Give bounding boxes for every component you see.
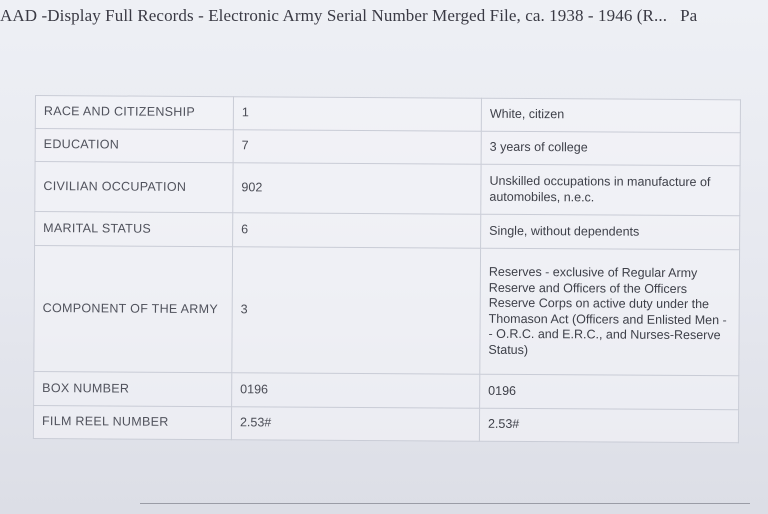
field-meaning: Single, without dependents xyxy=(481,214,740,250)
table-row xyxy=(35,129,740,166)
field-meaning: Reserves - exclusive of Regular Army Reserve and Officers of the Officers Reserve Corps on active duty under the Thomason Act (Officers and Enlisted Men -- O.R.C. and E.R.C., and Nurses-Reserve Status) xyxy=(480,248,740,376)
field-code: 0196 xyxy=(232,373,480,409)
field-label: BOX NUMBER xyxy=(34,371,232,406)
header-title: Display Full Records - Electronic Army Serial Number Merged File, ca. 1938 - 1946 (R... xyxy=(47,6,668,25)
field-code: 3 xyxy=(232,247,481,375)
field-label: RACE AND CITIZENSHIP xyxy=(35,96,233,130)
page-header xyxy=(0,6,768,30)
table-row xyxy=(35,162,740,216)
field-code: 902 xyxy=(233,163,481,215)
field-label: FILM REEL NUMBER xyxy=(33,405,231,439)
field-code: 2.53# xyxy=(231,407,479,442)
field-meaning: 0196 xyxy=(480,374,739,410)
field-meaning: Unskilled occupations in manufacture of automobiles, n.e.c. xyxy=(481,164,740,216)
table-row xyxy=(35,212,740,250)
table-row xyxy=(33,405,738,442)
field-label: CIVILIAN OCCUPATION xyxy=(35,162,233,213)
field-code: 7 xyxy=(233,130,481,165)
field-label: COMPONENT OF THE ARMY xyxy=(34,246,233,373)
table-row xyxy=(34,246,740,376)
field-code: 6 xyxy=(233,213,481,249)
field-meaning: White, citizen xyxy=(481,98,740,133)
records-table-container xyxy=(33,95,740,443)
header-prefix: AAD - xyxy=(0,6,48,25)
field-code: 1 xyxy=(233,97,481,132)
table-row xyxy=(34,371,739,409)
bottom-divider xyxy=(140,503,750,504)
field-meaning: 3 years of college xyxy=(481,131,740,166)
full-record-table xyxy=(33,95,741,443)
field-label: EDUCATION xyxy=(35,129,233,163)
field-label: MARITAL STATUS xyxy=(35,212,233,247)
table-row xyxy=(35,96,740,133)
field-meaning: 2.53# xyxy=(479,408,738,443)
header-page-label: Pa xyxy=(680,6,698,25)
